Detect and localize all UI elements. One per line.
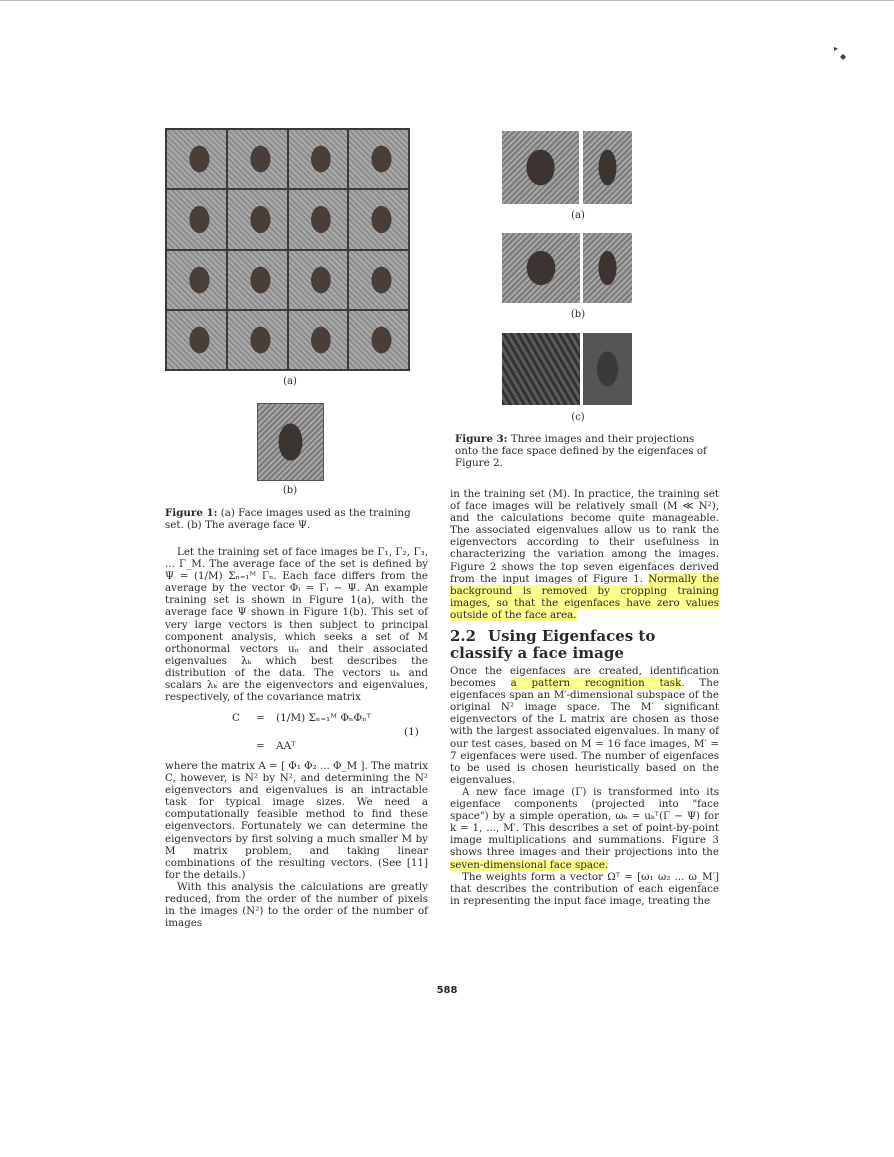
equation-lhs: C	[232, 712, 241, 724]
fig1-caption	[165, 507, 418, 531]
scan-mark: ◆	[840, 52, 847, 61]
left-column-p2	[165, 760, 428, 929]
face-image	[289, 130, 348, 188]
section-title: Using Eigenfaces to classify a face image	[450, 627, 656, 662]
highlighted-text: Normally the background is removed by cropping training images, so that the eigenfaces have zero values outside of the face area.	[450, 572, 719, 621]
paragraph	[450, 488, 719, 621]
equation-equals: =	[256, 712, 265, 724]
projected-face-image-a	[583, 131, 632, 204]
face-image	[289, 190, 348, 248]
right-column-p1	[450, 488, 719, 621]
equation-equals: =	[256, 740, 265, 752]
paragraph: where the matrix A = [ Φ₁ Φ₂ ... Φ_M ]. The matrix C, however, is N² by N², and determining the N² eigenvectors and eigenvalues is an intractable task for typical image sizes. We need a computationally feasible method to find these eigenvectors. Fortunately we can determine the eigenvectors by first solving a much smaller M by M matrix problem, and taking linear combinations of the resulting vectors. (See [11] for the details.)	[165, 760, 428, 881]
face-image	[228, 311, 287, 369]
face-image	[289, 251, 348, 309]
fig1-caption-title: Figure 1:	[165, 507, 218, 519]
paragraph	[450, 665, 719, 786]
face-image	[228, 251, 287, 309]
text-run: A new face image (Γ) is transformed into its eigenface components (projected into "face space") by a simple operation, ωₖ = uₖᵀ(Γ − Ψ) for k = 1, ..., M′. This describes a set of point-by-point image multiplications and summations. Figure 3 shows three images and their projections into the	[450, 785, 719, 859]
face-image	[167, 251, 226, 309]
paragraph: With this analysis the calculations are greatly reduced, from the order of the number of pixels in the images (N²) to the order of the number of images	[165, 880, 428, 930]
fig1-label-a: (a)	[283, 376, 297, 387]
equation-rhs: (1/M) Σₙ₌₁ᴹ ΦₙΦₙᵀ	[276, 712, 372, 724]
highlighted-text: a pattern recognition task	[510, 677, 682, 690]
page-number: 588	[436, 985, 458, 996]
fig3-label-a: (a)	[571, 210, 585, 221]
equation-rhs: AAᵀ	[276, 740, 296, 752]
section-number: 2.2	[450, 627, 477, 645]
right-column-p2	[450, 665, 719, 907]
input-nonface-image-c	[502, 333, 580, 405]
paragraph: The weights form a vector Ωᵀ = [ω₁ ω₂ ... ω_M′] that describes the contribution of each eigenface in representing the input face image, treating the	[450, 870, 719, 907]
fig1-label-b: (b)	[282, 485, 298, 496]
face-image	[228, 190, 287, 248]
input-face-image-b	[502, 233, 580, 303]
text-run: . The eigenfaces span an M′-dimensional subspace of the original N² image space. The M′ significant eigenvectors of the L matrix are chosen as those with the largest associated eigenvalues. In many of our test cases, based on M = 16 face images, M′ = 7 eigenfaces were used. The number of eigenfaces to be used is chosen heuristically based on the eigenvalues.	[450, 677, 719, 786]
average-face-image	[257, 403, 324, 481]
input-face-image-a	[502, 131, 579, 204]
fig3-caption-title: Figure 3:	[455, 433, 508, 445]
paragraph	[450, 786, 719, 871]
scan-mark: ▸	[834, 44, 839, 53]
projected-image-c	[583, 333, 632, 405]
face-image	[167, 130, 226, 188]
face-image	[349, 251, 408, 309]
face-image	[289, 311, 348, 369]
face-image	[349, 190, 408, 248]
face-image	[167, 190, 226, 248]
paragraph: Let the training set of face images be Γ₁, Γ₂, Γ₃, ... Γ_M. The average face of the set is defined by Ψ = (1/M) Σₙ₌₁ᴹ Γₙ. Each face differs from the average by the vector Φᵢ = Γᵢ − Ψ. An example training set is shown in Figure 1(a), with the average face Ψ shown in Figure 1(b). This set of very large vectors is then subject to principal component analysis, which seeks a set of M orthonormal vectors uₙ and their associated eigenvalues λₖ which best describes the distribution of the data. The vectors uₖ and scalars λₖ are the eigenvectors and eigenvalues, respectively, of the covariance matrix	[165, 546, 428, 704]
face-image	[228, 130, 287, 188]
fig3-label-c: (c)	[571, 412, 585, 423]
left-column-p1	[165, 546, 428, 703]
highlighted-text: seven-dimensional face space.	[450, 858, 609, 871]
fig3-caption	[455, 433, 711, 470]
fig1-caption-text: (a) Face images used as the training set. (b) The average face Ψ.	[165, 507, 411, 532]
section-heading	[450, 628, 720, 662]
projected-face-image-b	[583, 233, 632, 303]
training-faces-grid	[165, 128, 410, 371]
text-run: Once the eigenfaces are created, identification becomes	[450, 665, 719, 690]
fig3-caption-text: Three images and their projections onto the face space defined by the eigenfaces of Figure 2.	[455, 433, 707, 470]
face-image	[349, 311, 408, 369]
top-border	[0, 0, 894, 1]
equation-number: (1)	[404, 726, 419, 738]
fig3-label-b: (b)	[570, 309, 586, 320]
face-image	[349, 130, 408, 188]
text-run: in the training set (M). In practice, the training set of face images will be relatively small (M ≪ N²), and the calculations become quite manageable. The associated eigenvalues allow us to rank the eigenvectors according to their usefulness in characterizing the variation among the images. Figure 2 shows the top seven eigenfaces derived from the input images of Figure 1.	[450, 488, 719, 585]
face-image	[167, 311, 226, 369]
